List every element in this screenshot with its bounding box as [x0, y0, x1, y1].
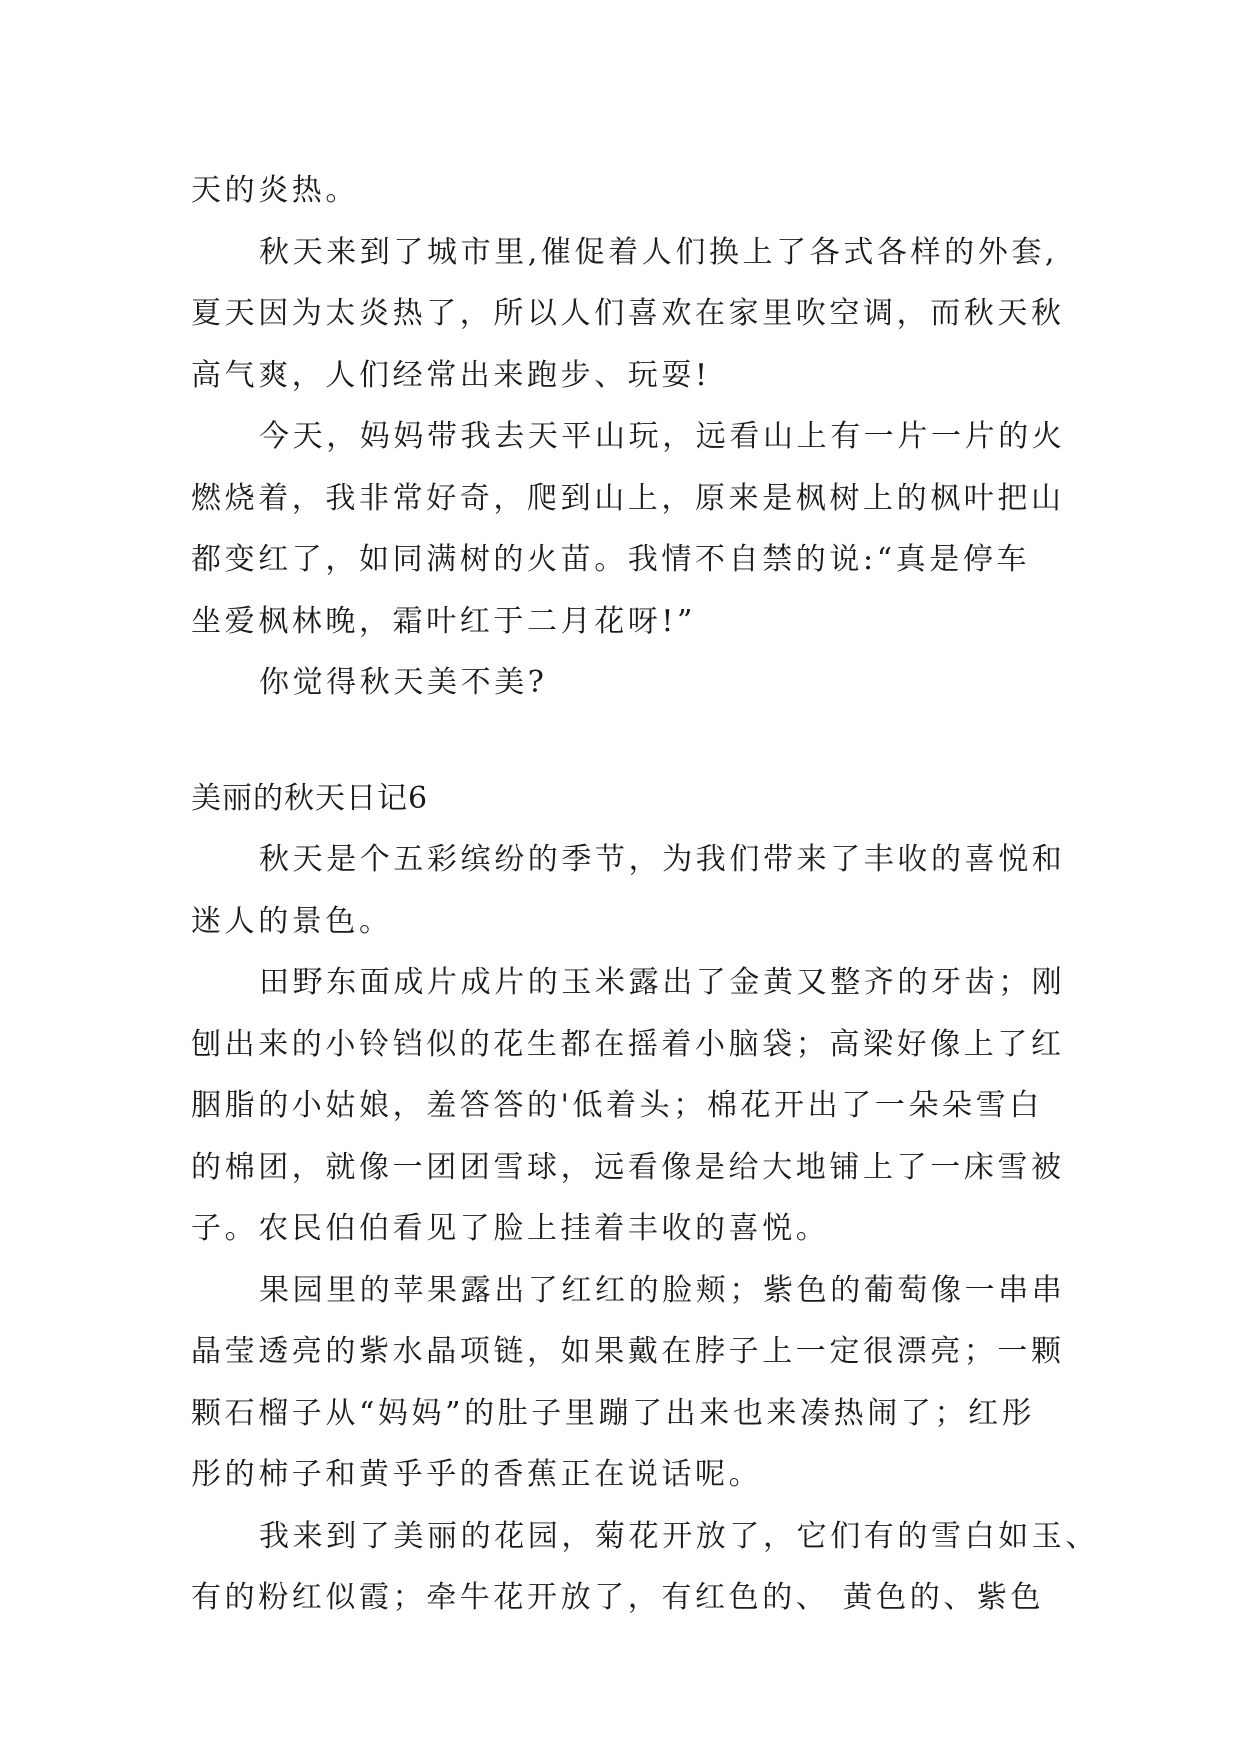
text-line: 彤的柿子和黄乎乎的香蕉正在说话呢。 — [191, 1457, 763, 1492]
section-gap — [191, 714, 1091, 768]
text-line: 胭脂的小姑娘，羞答答的'低着头；棉花开出了一朵朵雪白 — [191, 1088, 1043, 1123]
paragraph — [191, 1506, 1099, 1629]
body-text-bottom — [191, 829, 1099, 1629]
paragraph — [191, 406, 1091, 652]
text-line: 有的粉红似霞；牵牛花开放了，有红色的、 黄色的、紫色 — [191, 1580, 1045, 1615]
text-line: 高气爽，人们经常出来跑步、玩耍! — [191, 357, 711, 393]
text-line: 我来到了美丽的花园，菊花开放了，它们有的雪白如玉、 — [259, 1518, 1099, 1554]
text-line: 刨出来的小铃铛似的花生都在摇着小脑袋；高梁好像上了红 — [191, 1026, 1065, 1062]
text-line: 都变红了，如同满树的火苗。我情不自禁的说:“真是停车 — [191, 542, 1031, 577]
paragraph — [191, 829, 1091, 952]
text-line: 夏天因为太炎热了，所以人们喜欢在家里吹空调，而秋天秋 — [191, 296, 1065, 331]
text-line: 燃烧着，我非常好奇，爬到山上，原来是枫树上的枫叶把山 — [191, 480, 1065, 516]
text-line: 坐爱枫林晚，霜叶红于二月花呀!” — [191, 603, 696, 639]
text-line: 你觉得秋天美不美? — [259, 665, 548, 700]
text-line: 田野东面成片成片的玉米露出了金黄又整齐的牙齿；刚 — [259, 965, 1066, 1000]
text-line: 的棉团，就像一团团雪球，远看像是给大地铺上了一床雪被 — [191, 1149, 1065, 1185]
text-line: 颗石榴子从“妈妈”的肚子里蹦了出来也来凑热闹了；红彤 — [191, 1395, 1036, 1431]
paragraph — [191, 160, 1091, 222]
text-line: 迷人的景色。 — [191, 903, 393, 939]
text-line: 秋天来到了城市里,催促着人们换上了各式各样的外套, — [259, 234, 1059, 270]
document-page — [191, 160, 1099, 1629]
body-text-top — [191, 160, 1091, 714]
text-line: 今天，妈妈带我去天平山玩，远看山上有一片一片的火 — [259, 419, 1066, 454]
text-line: 晶莹透亮的紫水晶项链，如果戴在脖子上一定很漂亮；一颗 — [191, 1334, 1065, 1369]
section-title: 美丽的秋天日记6 — [191, 780, 429, 816]
text-line: 果园里的苹果露出了红红的脸颊；紫色的葡萄像一串串 — [259, 1272, 1066, 1308]
text-line: 天的炎热。 — [191, 173, 359, 208]
paragraph — [191, 952, 1091, 1260]
paragraph — [191, 652, 1091, 714]
text-line: 子。农民伯伯看见了脸上挂着丰收的喜悦。 — [191, 1211, 830, 1246]
paragraph — [191, 1260, 1091, 1506]
paragraph — [191, 222, 1091, 407]
text-line: 秋天是个五彩缤纷的季节，为我们带来了丰收的喜悦和 — [259, 842, 1066, 877]
